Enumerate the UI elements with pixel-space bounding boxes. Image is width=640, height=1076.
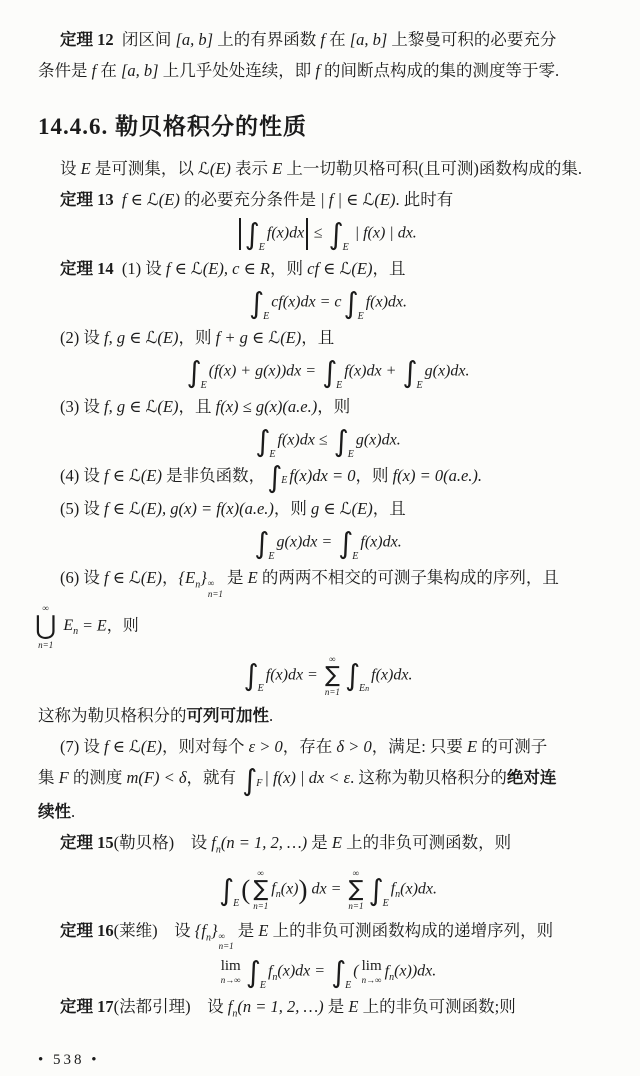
math-token-cn: 上一切勒贝格可积(且可测)函数构成的集. [282, 159, 583, 178]
math-token-int: ∫ E [255, 424, 276, 460]
math-token-tx: E [247, 568, 258, 588]
formula-14-2 [38, 355, 616, 391]
math-token-tx: f(x)dx = 0 [289, 466, 356, 485]
math-token-tx: f, g ∈ ℒ(E) [104, 328, 179, 347]
math-token-cn: 是 [233, 920, 259, 940]
math-token-tx: (x)dx. [400, 880, 438, 898]
math-token-tx: } [210, 920, 218, 940]
math-token-b: 定理 13 [60, 190, 114, 209]
math-token-supsub: ∞ n=1 [207, 578, 223, 599]
math-token-cn: 是 [307, 832, 332, 852]
math-token-cn: 上黎曼可积的必要充分 [387, 30, 557, 49]
math-token-cn: (2) 设 [60, 328, 104, 347]
intro-paragraph [60, 153, 616, 184]
math-token-tx: (x)dx = [277, 962, 330, 980]
math-token-int: ∫ E [331, 954, 352, 991]
math-token-int: ∫ E [333, 424, 354, 460]
math-token-tx: ( [353, 962, 359, 980]
math-token-tx: [a, b] [120, 61, 159, 80]
math-token-int: ∫ E [218, 872, 240, 909]
math-token-b: 定理 16 [60, 920, 114, 940]
theorem-17-statement [60, 991, 616, 1029]
math-token-cn: 的两两不相交的可测子集构成的序列，且 [257, 568, 559, 588]
math-token-b: 定理 17 [60, 996, 114, 1016]
math-token-cn: 的间断点构成的集的测度等于零. [319, 61, 560, 80]
math-token-ss: $E_n$ [63, 617, 79, 638]
math-token-cn: 条件是 [38, 61, 92, 80]
math-token-cn: 设 [60, 159, 81, 178]
math-token-ss: $f_n$ [271, 880, 281, 901]
math-token-lim: lim n→∞ [220, 958, 241, 985]
math-token-cn: . 此时有 [395, 190, 454, 209]
math-token-cn: 上的非负可测函数构成的递增序列，则 [268, 920, 554, 940]
math-token-cn: 的测度 [68, 768, 127, 788]
math-token-int: ∫ E [343, 286, 364, 322]
math-token-tx: | f(x) | dx. [350, 224, 417, 242]
math-token-cn: 是 [222, 568, 248, 588]
math-token-b: 定理 15 [60, 832, 114, 852]
math-token-b: 续性 [38, 801, 71, 821]
math-token-int: ∫ E [328, 217, 349, 253]
math-token-bar [239, 218, 241, 250]
math-token-cn: 表示 [230, 159, 273, 178]
theorem-14-item-4 [60, 460, 616, 493]
math-token-tx: { [178, 568, 186, 588]
math-token-tx: (x))dx. [394, 962, 437, 980]
math-token-bigp: ) [298, 874, 308, 905]
math-token-sum: ∞ ∑ n=1 [253, 867, 269, 912]
formula-theorem-13 [38, 217, 616, 253]
math-token-cn: ，则 [178, 328, 216, 347]
math-token-tx: f [320, 30, 325, 49]
math-token-lim: lim n→∞ [361, 958, 382, 985]
theorem-14-item-1 [60, 253, 616, 284]
math-token-cn: . [269, 706, 274, 726]
formula-theorem-16 [38, 954, 616, 991]
theorem-14-item-7-line-1 [60, 731, 616, 762]
theorem-14-item-2 [60, 322, 616, 353]
math-token-tx: f ∈ ℒ(E), g(x) = f(x)(a.e.) [104, 499, 274, 519]
math-token-cn: 在 [96, 61, 121, 80]
math-token-cn: (5) 设 [60, 499, 104, 519]
math-token-tx: f(x)dx. [365, 293, 408, 311]
math-token-cn: 是 [323, 996, 349, 1016]
theorem-14-item-7-line-3 [38, 796, 616, 827]
math-token-b: 定理 12 [60, 30, 114, 49]
math-token-cn: 上几乎处处连续，即 [158, 61, 316, 80]
math-token-ss: $f_n$ [211, 832, 221, 855]
math-token-cn: ，则 [273, 499, 312, 519]
math-token-cn: ，则 [317, 397, 351, 416]
math-token-tx: f(x)dx = [265, 666, 322, 684]
theorem-14-item-6 [60, 562, 616, 600]
math-token-supsub: ∞ n=1 [218, 930, 234, 951]
math-token-int: ∫ E [254, 526, 275, 563]
math-token-cn: ，则 [355, 466, 393, 485]
math-token-cn: 上的有界函数 [213, 30, 321, 49]
math-token-tx: dx = [307, 880, 346, 898]
math-token-tx: f(x)dx [266, 224, 305, 242]
math-token-int: ∫ E [267, 460, 288, 495]
math-token-tx: E [467, 737, 478, 757]
math-token-cn: ， [162, 568, 179, 588]
math-token-tx: (n = 1, 2, …) [237, 996, 324, 1016]
math-token-int: ∫ E [402, 355, 423, 391]
formula-14-6 [38, 654, 616, 698]
math-token-tx: f ∈ ℒ(E) [104, 568, 162, 588]
page-number: • 538 • [38, 1052, 100, 1069]
theorem-14-item-3 [60, 391, 616, 422]
math-token-cn: (法都引理) 设 [113, 996, 228, 1016]
math-token-tx: E [272, 159, 283, 178]
math-token-cn: . [71, 801, 76, 821]
math-token-tx: f ∈ ℒ(E) [104, 466, 162, 485]
math-token-b: 绝对连 [506, 768, 557, 788]
math-token-cn: (6) 设 [60, 568, 104, 588]
theorem-15-statement [60, 827, 616, 865]
math-token-int: ∫ E [322, 355, 343, 391]
math-token-tx: (x) [280, 880, 299, 898]
math-token-cn: (4) 设 [60, 466, 104, 485]
math-token-tx: | f | ∈ ℒ(E) [320, 190, 396, 209]
math-token-cn: . 这称为勒贝格积分的 [350, 768, 507, 788]
math-token-ss: $f_n$ [384, 962, 395, 983]
math-token-b: 定理 14 [60, 259, 114, 278]
math-token-cn: 闭区间 [113, 30, 176, 49]
math-token-tx: f ∈ ℒ(E), c ∈ R [165, 259, 270, 278]
theorem-12-line-2 [38, 55, 616, 86]
math-token-tx: g(x)dx = [276, 533, 337, 551]
theorem-13-statement [60, 184, 616, 215]
math-token-cn: 上的非负可测函数，则 [341, 832, 512, 852]
math-token-tx: { [194, 920, 202, 940]
math-token-tx: cf ∈ ℒ(E) [307, 259, 373, 278]
countable-additivity-caption [38, 700, 616, 731]
math-token-tx: f ∈ ℒ(E) [104, 737, 162, 757]
math-token-tx: f(x)dx. [360, 533, 402, 551]
math-token-int: ∫ E [245, 954, 266, 991]
math-token-cn: ，就有 [186, 768, 241, 788]
math-token-tx: f(x)dx. [371, 666, 413, 684]
math-token-cn: (7) 设 [60, 737, 104, 757]
math-token-tx: = E [78, 617, 107, 635]
math-token-tx: m(F) < δ [126, 768, 187, 788]
math-token-cn: 的必要充分条件是 [179, 190, 321, 209]
math-token-int: ∫ F [242, 762, 263, 797]
math-token-cn: 这称为勒贝格积分的 [38, 706, 187, 726]
math-token-cn: 是可测集，以 [90, 159, 198, 178]
math-token-tx: E [258, 920, 269, 940]
math-token-cn: (1) 设 [113, 259, 166, 278]
math-token-cn: (莱维) 设 [113, 920, 195, 940]
math-token-int: ∫ E [248, 286, 270, 322]
math-token-ss: $f_n$ [227, 996, 238, 1020]
math-token-int: ∫ E [244, 217, 265, 253]
math-token-tx: f ∈ ℒ(E) [121, 190, 180, 209]
math-token-uni: ∞ ⋃ n=1 [35, 602, 57, 651]
math-token-tx: [a, b] [349, 30, 388, 49]
math-token-tx: g(x)dx. [355, 431, 401, 449]
math-token-tx: ≤ [309, 224, 327, 242]
math-token-cn: ，存在 [282, 737, 337, 757]
math-token-cn: 集 [38, 768, 59, 788]
formula-14-3 [38, 424, 616, 460]
math-token-tx: g(x)dx. [424, 362, 470, 380]
math-token-b: 可列可加性 [186, 706, 269, 726]
theorem-14-item-5 [60, 493, 616, 524]
math-token-cn [114, 190, 122, 209]
math-token-sum: ∞ ∑ n=1 [348, 867, 364, 912]
math-token-tx: | f(x) | dx < ε [264, 768, 351, 788]
math-token-tx: E [331, 832, 342, 852]
math-token-ss: $f_n$ [201, 920, 211, 943]
math-token-tx: [a, b] [175, 30, 214, 49]
math-token-cn: ，满足: 只要 [371, 737, 468, 757]
math-token-ss: $E_n$ [185, 568, 201, 591]
math-token-cn: 的可测子 [477, 737, 548, 757]
math-token-ss: $f_n$ [267, 962, 278, 983]
math-token-cn: 是非负函数， [162, 466, 266, 485]
math-token-cn: ，则 [270, 259, 308, 278]
formula-14-5 [38, 526, 616, 563]
math-token-tx: ℒ(E) [197, 159, 231, 178]
union-condition-line [32, 603, 616, 651]
theorem-14-item-7-line-2 [38, 762, 616, 795]
math-token-tx: E [80, 159, 91, 178]
math-token-int: ∫ En [344, 658, 370, 695]
math-token-tx: f [315, 61, 320, 80]
math-token-cn: ，则 [106, 617, 139, 635]
math-token-int: ∫ E [243, 658, 264, 695]
math-token-tx: ε > 0 [248, 737, 283, 757]
math-token-ss: $f_n$ [390, 880, 401, 901]
math-token-cn: (勒贝格) 设 [113, 832, 212, 852]
math-token-cn: ，且 [372, 499, 406, 519]
section-heading: 14.4.6. 勒贝格积分的性质 [38, 114, 307, 139]
math-token-tx: (f(x) + g(x))dx = [208, 362, 321, 380]
math-token-tx: f(x) ≤ g(x)(a.e.) [215, 397, 318, 416]
math-token-tx: f(x) = 0(a.e.). [392, 466, 483, 485]
math-token-tx: f(x)dx + [344, 362, 401, 380]
math-token-tx: cf(x)dx = c [271, 293, 342, 311]
math-token-tx: } [200, 568, 207, 588]
math-token-cn: ，则对每个 [162, 737, 249, 757]
theorem-12-line-1 [60, 24, 616, 55]
math-token-int: ∫ E [368, 872, 389, 909]
math-token-cn: 上的非负可测函数;则 [358, 996, 516, 1016]
math-token-cn: ，且 [372, 259, 406, 278]
formula-theorem-15 [38, 868, 616, 912]
math-token-int: ∫ E [338, 526, 359, 563]
math-token-sum: ∞ ∑ n=1 [324, 653, 340, 697]
math-token-tx: f(x)dx ≤ [277, 431, 332, 449]
math-token-tx: f [91, 61, 97, 80]
math-token-bar [306, 218, 308, 250]
math-token-tx: F [58, 768, 69, 788]
math-token-tx: (n = 1, 2, …) [220, 832, 308, 852]
math-token-tx: g ∈ ℒ(E) [311, 499, 373, 519]
math-token-tx: f + g ∈ ℒ(E) [215, 328, 302, 347]
math-token-cn: (3) 设 [60, 397, 104, 416]
math-token-cn: ，且 [178, 397, 216, 416]
math-token-tx: E [348, 996, 359, 1016]
formula-14-1 [38, 286, 616, 322]
theorem-16-statement [60, 915, 616, 953]
math-token-int: ∫ E [186, 355, 207, 391]
math-token-cn: ，且 [301, 328, 335, 347]
math-token-cn: 在 [324, 30, 350, 49]
math-token-bigp: ( [241, 874, 251, 905]
math-token-tx: f, g ∈ ℒ(E) [104, 397, 179, 416]
math-token-tx: δ > 0 [336, 737, 372, 757]
